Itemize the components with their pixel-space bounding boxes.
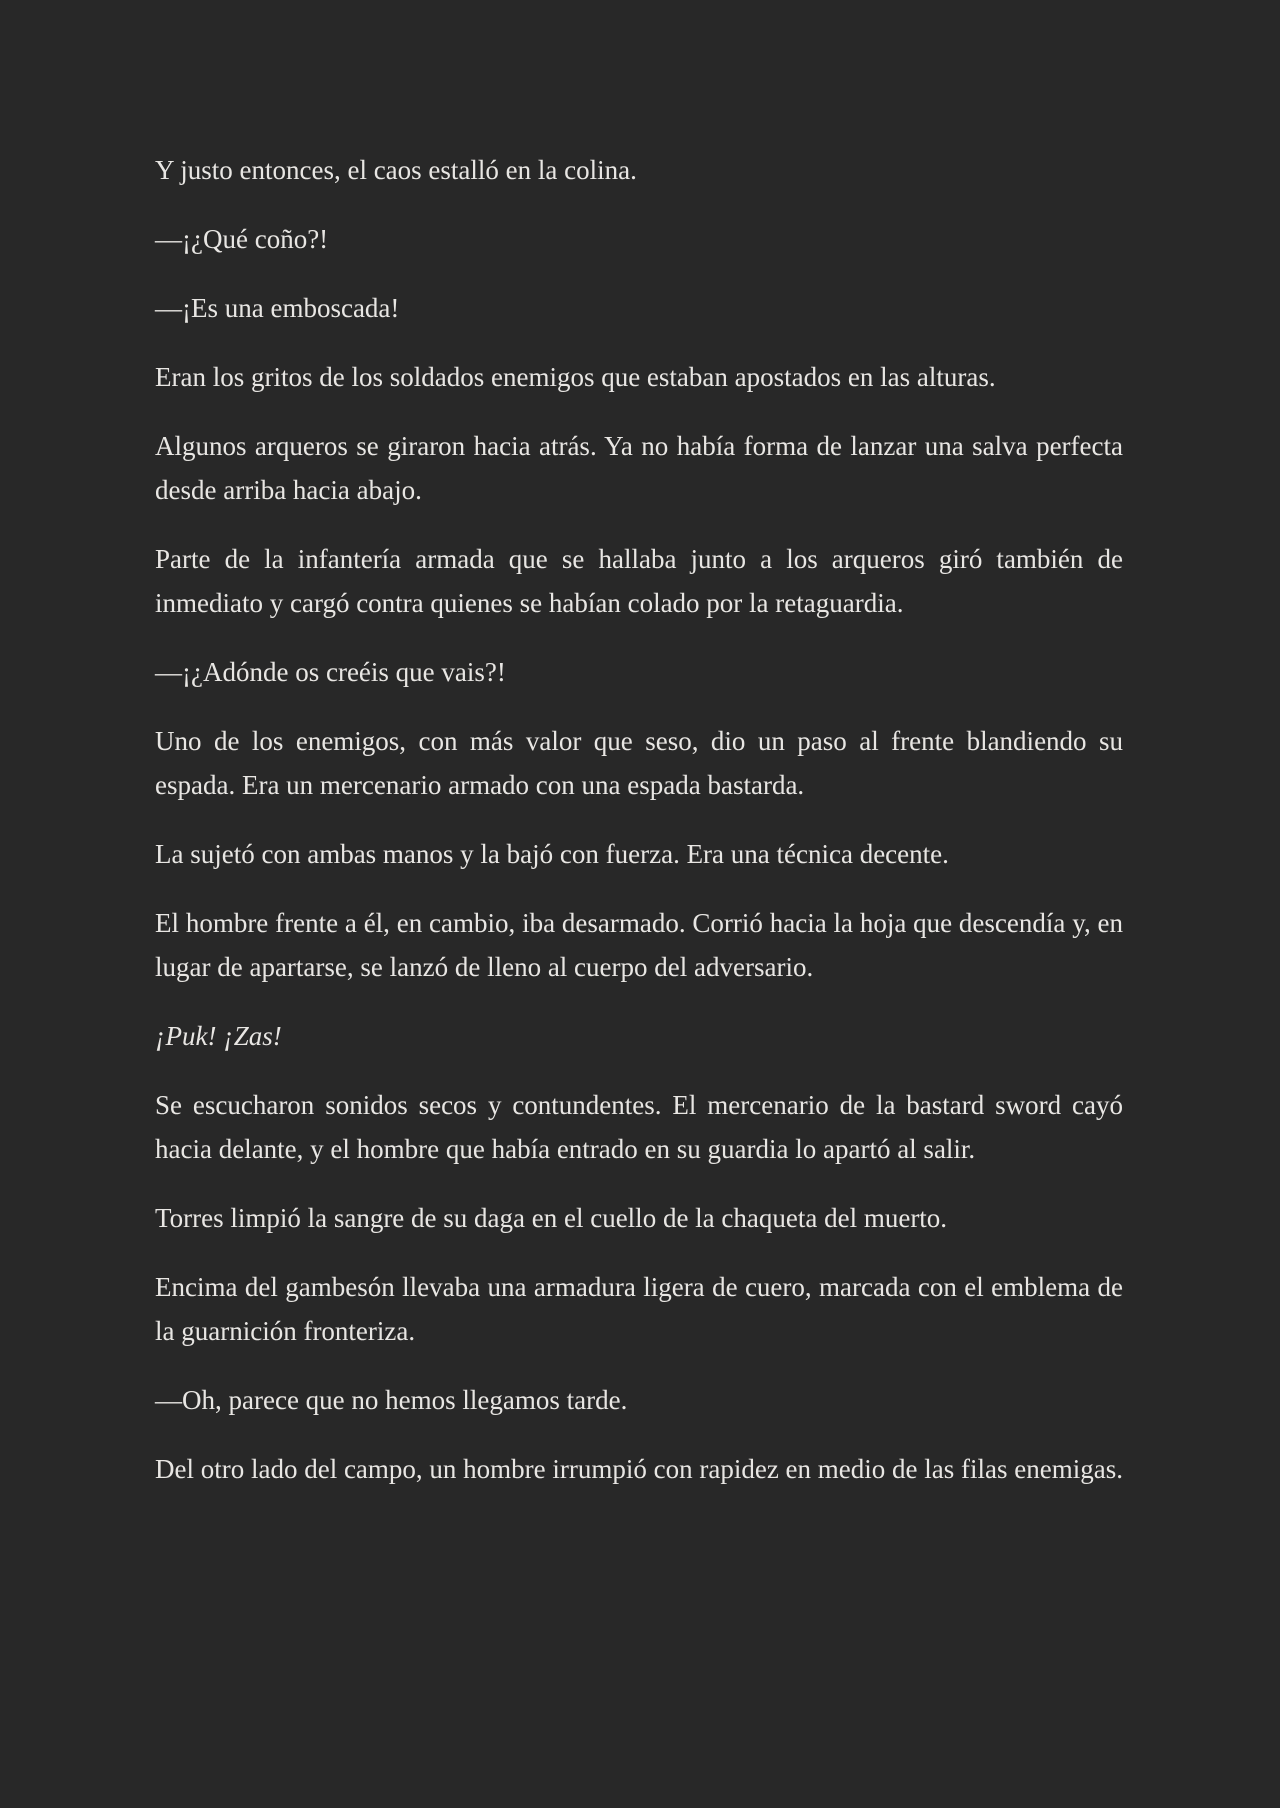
reader-page <box>155 148 1123 1516</box>
sound-effect-paragraph: ¡Puk! ¡Zas! <box>155 1021 282 1051</box>
paragraph: Parte de la infantería armada que se hallaba junto a los arqueros giró también de inmediato y cargó contra quienes se habían colado por la retaguardia. <box>155 544 1123 618</box>
paragraph: —¡¿Qué coño?! <box>155 224 329 254</box>
paragraph: Se escucharon sonidos secos y contundentes. El mercenario de la bastard sword cayó hacia delante, y el hombre que había entrado en su guardia lo apartó al salir. <box>155 1090 1123 1164</box>
paragraph: Del otro lado del campo, un hombre irrumpió con rapidez en medio de las filas enemigas. <box>155 1454 1123 1484</box>
paragraph: El hombre frente a él, en cambio, iba desarmado. Corrió hacia la hoja que descendía y, en lugar de apartarse, se lanzó de lleno al cuerpo del adversario. <box>155 908 1123 982</box>
paragraph: La sujetó con ambas manos y la bajó con fuerza. Era una técnica decente. <box>155 839 949 869</box>
paragraph: Torres limpió la sangre de su daga en el cuello de la chaqueta del muerto. <box>155 1203 948 1233</box>
paragraph: Algunos arqueros se giraron hacia atrás. Ya no había forma de lanzar una salva perfecta desde arriba hacia abajo. <box>155 431 1123 505</box>
paragraph: —¡¿Adónde os creéis que vais?! <box>155 657 506 687</box>
paragraph: —¡Es una emboscada! <box>155 293 400 323</box>
paragraph: Eran los gritos de los soldados enemigos que estaban apostados en las alturas. <box>155 362 996 392</box>
paragraph: Encima del gambesón llevaba una armadura ligera de cuero, marcada con el emblema de la guarnición fronteriza. <box>155 1272 1123 1346</box>
paragraph: Uno de los enemigos, con más valor que seso, dio un paso al frente blandiendo su espada. Era un mercenario armado con una espada bastarda. <box>155 726 1123 800</box>
paragraph: Y justo entonces, el caos estalló en la colina. <box>155 155 637 185</box>
paragraph: —Oh, parece que no hemos llegamos tarde. <box>155 1385 628 1415</box>
